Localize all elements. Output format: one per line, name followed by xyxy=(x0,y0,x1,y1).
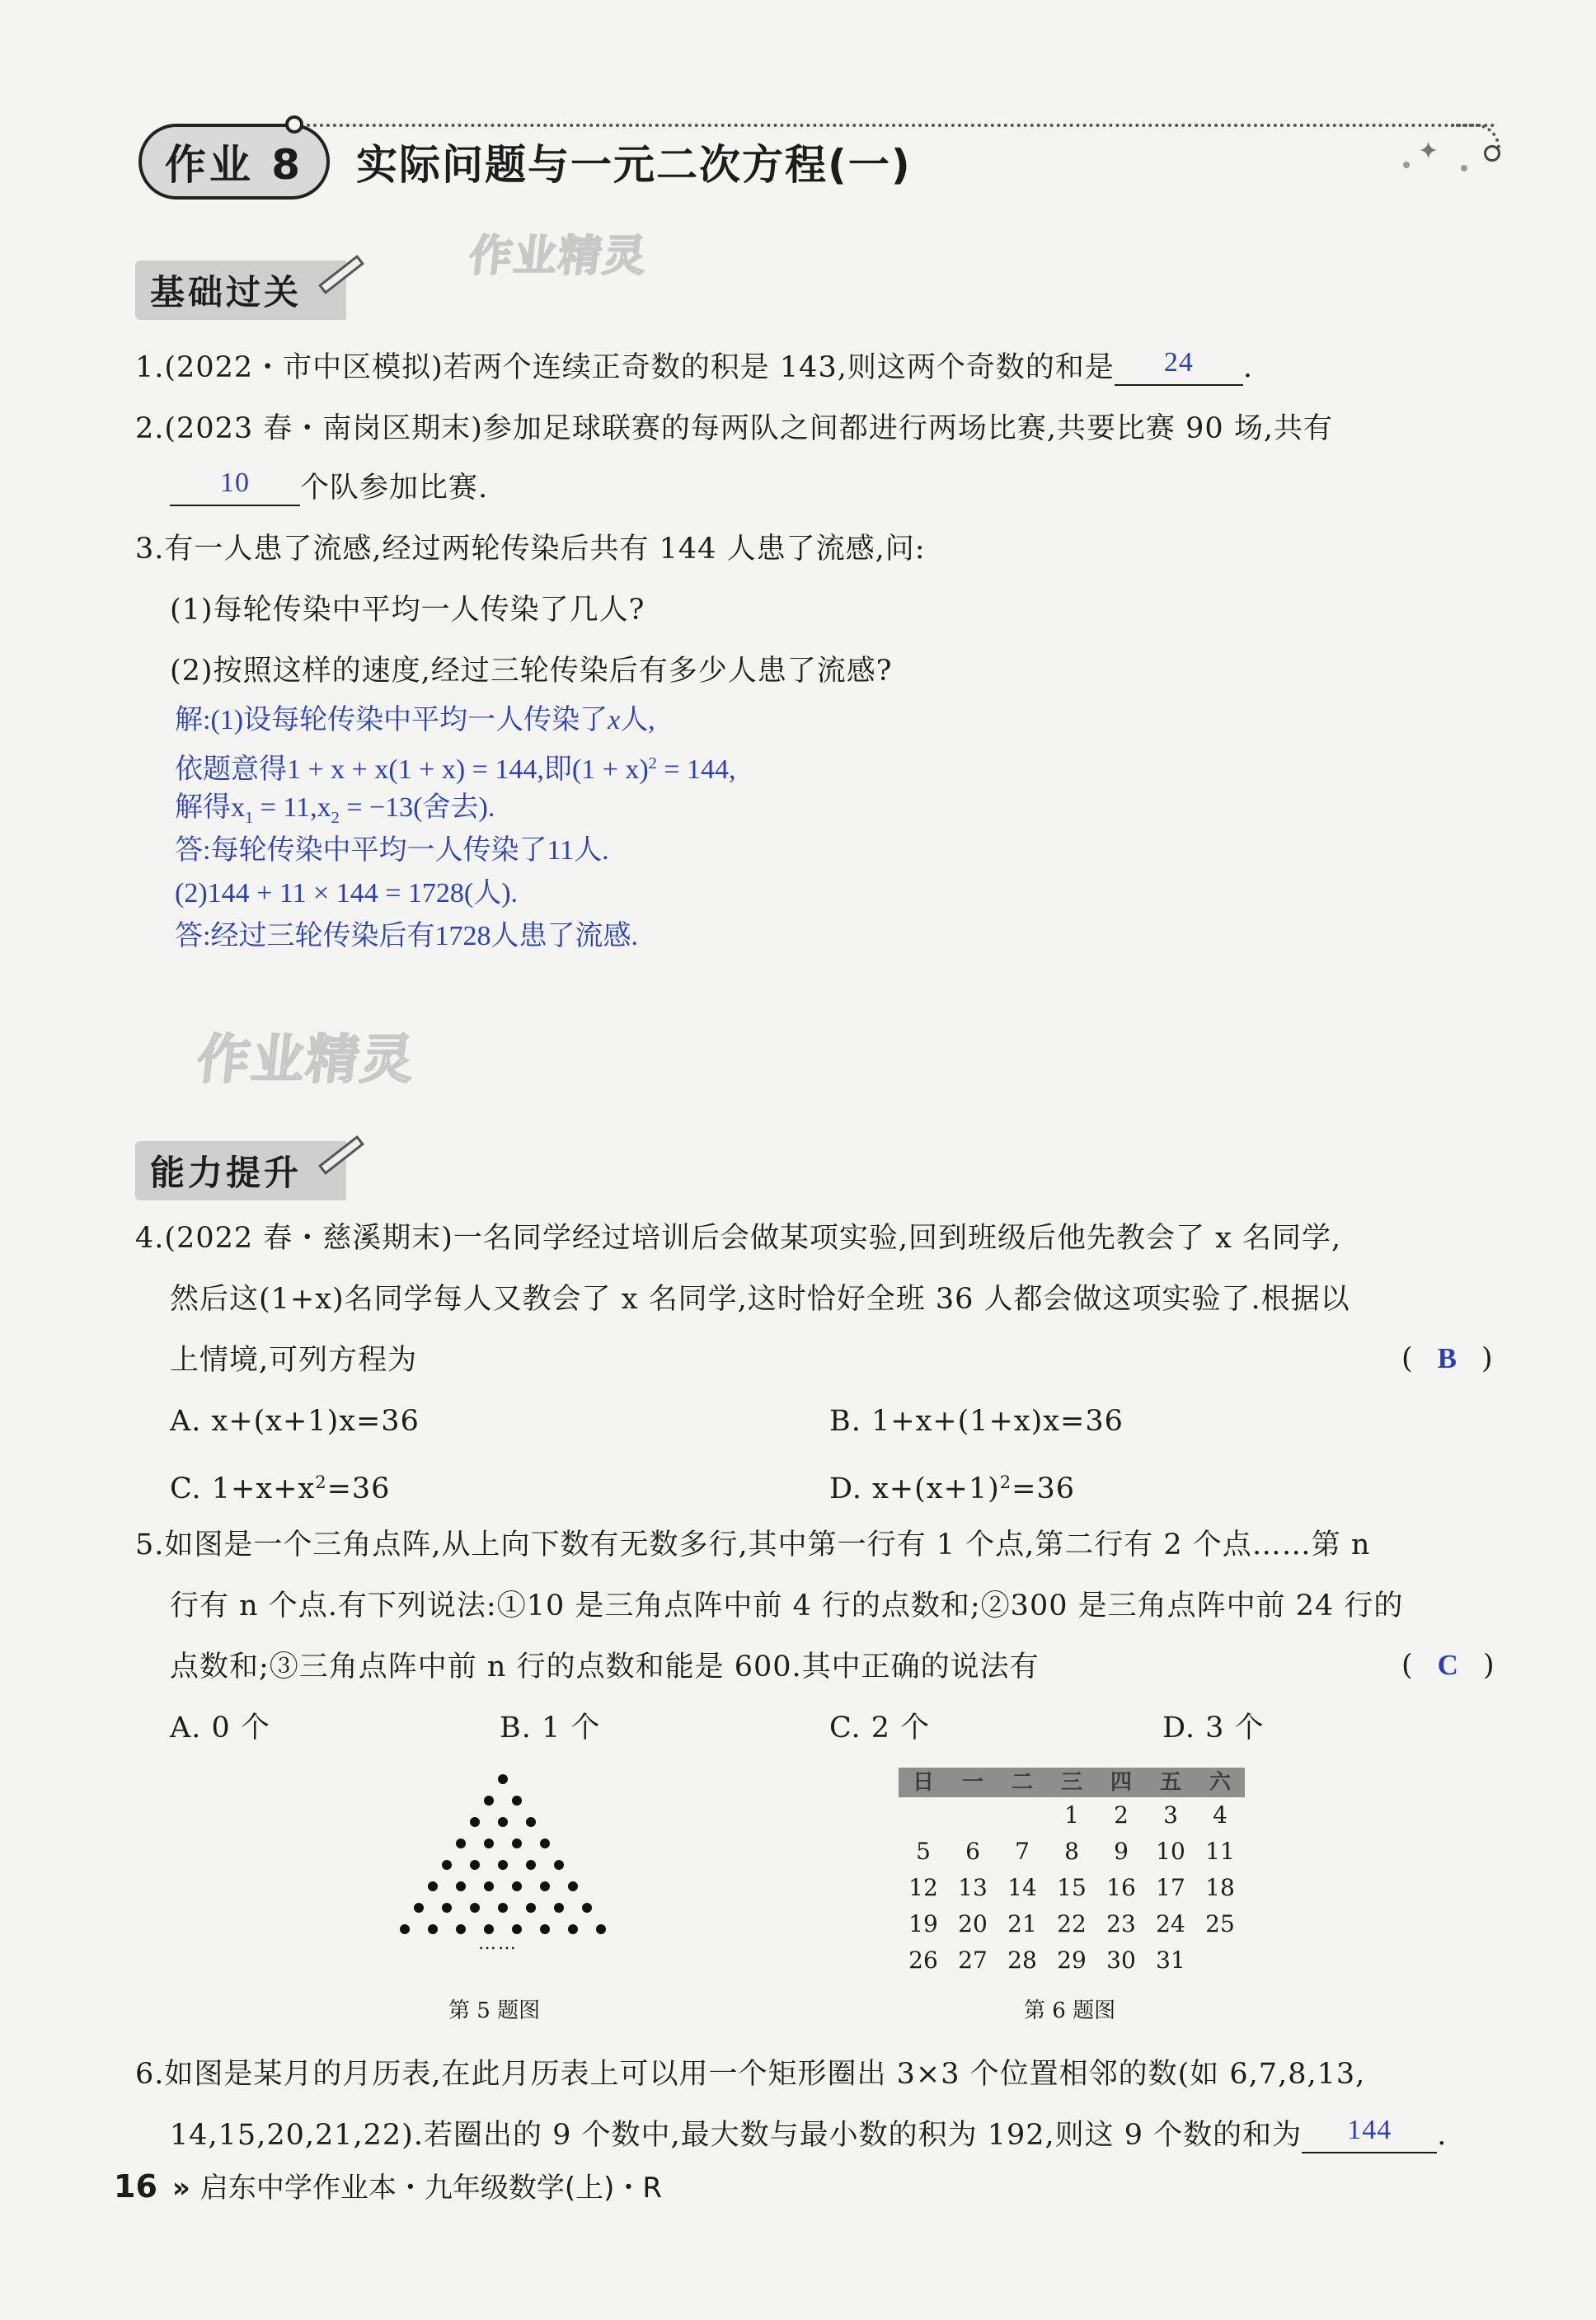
option-d: D. 3 个 xyxy=(1162,1712,1265,1745)
solution-text: 依题意得1 + x + x(1 + x) = 144,即(1 + x) xyxy=(175,754,649,785)
triangle-dot xyxy=(554,1860,564,1870)
triangle-dot xyxy=(456,1924,466,1934)
calendar-day: 24 xyxy=(1156,1910,1185,1937)
option-c: C. 2 个 xyxy=(829,1712,931,1745)
solution-line-3 xyxy=(175,790,495,836)
calendar-day xyxy=(998,1797,1047,1834)
calendar-day: 13 xyxy=(958,1874,988,1901)
option-text: D. x+(x+1) xyxy=(829,1472,1000,1505)
question-4-line-2: 然后这(1+x)名同学每人又教会了 x 名同学,这时恰好全班 36 人都会做这项实验了.根据以 xyxy=(170,1283,1350,1316)
calendar-day: 20 xyxy=(958,1910,988,1937)
calendar-day: 3 xyxy=(1163,1801,1178,1829)
page-number: 16 xyxy=(114,2168,157,2205)
section-tag-label: 基础过关 xyxy=(150,272,303,312)
exponent: 2 xyxy=(648,754,657,773)
solution-line-5: (2)144 + 11 × 144 = 1728(人). xyxy=(175,878,519,909)
triangle-dot xyxy=(484,1881,494,1891)
sparkle-dot xyxy=(1461,165,1467,171)
triangle-continuation: …… xyxy=(478,1933,518,1954)
solution-text: 解得x xyxy=(175,792,245,823)
page-title: 实际问题与一元二次方程(一) xyxy=(356,141,912,189)
triangle-dot xyxy=(470,1817,480,1827)
calendar-week-row xyxy=(899,1906,1245,1942)
calendar-weekday: 四 xyxy=(1110,1770,1132,1795)
calendar-day: 17 xyxy=(1156,1874,1185,1901)
calendar-weekday: 一 xyxy=(961,1770,983,1795)
answer-value: 144 xyxy=(1347,2115,1392,2145)
calendar-day: 30 xyxy=(1106,1947,1136,1974)
calendar-day: 5 xyxy=(916,1838,931,1865)
option-a: A. 0 个 xyxy=(170,1712,270,1745)
figure-5-caption: 第 5 题图 xyxy=(448,1998,541,2023)
option-d xyxy=(829,1464,1075,1507)
calendar-day: 25 xyxy=(1205,1910,1235,1937)
subscript: 1 xyxy=(245,809,254,827)
question-4-line-1: 4.(2022 春・慈溪期末)一名同学经过培训后会做某项实验,回到班级后他先教会了 x 名同学, xyxy=(135,1222,1342,1255)
triangle-dot xyxy=(568,1924,578,1934)
assignment-badge: 作业 8 xyxy=(138,124,330,200)
question-2-text: 个队参加比赛. xyxy=(300,472,489,505)
book-title: 启东中学作业本・九年级数学(上)・R xyxy=(200,2172,663,2205)
answer-value: C xyxy=(1437,1649,1458,1681)
watermark: 作业精灵 xyxy=(467,232,650,281)
calendar-day: 14 xyxy=(1007,1874,1037,1901)
punctuation: . xyxy=(1437,2119,1448,2152)
calendar-day: 16 xyxy=(1106,1874,1136,1901)
calendar-weekday: 日 xyxy=(912,1770,934,1795)
solution-text: = 11,x xyxy=(253,792,331,823)
triangle-dot xyxy=(498,1903,508,1913)
triangle-dot xyxy=(540,1924,550,1934)
calendar-week-row xyxy=(899,1870,1245,1906)
option-a: A. x+(x+1)x=36 xyxy=(170,1405,420,1438)
triangle-dot xyxy=(456,1839,466,1848)
triangle-dot xyxy=(484,1839,494,1848)
solution-line-4: 答:每轮传染中平均一人传染了11人. xyxy=(175,835,609,866)
calendar-day: 26 xyxy=(908,1947,938,1974)
calendar-day: 15 xyxy=(1057,1874,1087,1901)
triangle-dot xyxy=(526,1817,536,1827)
calendar-day: 23 xyxy=(1106,1910,1136,1937)
solution-text: = −13(舍去). xyxy=(339,792,495,823)
calendar-weekday: 六 xyxy=(1209,1770,1231,1795)
sparkle-icon: ✦ xyxy=(1418,137,1439,166)
triangle-dot-array xyxy=(387,1771,618,1936)
solution-text: = 144, xyxy=(656,754,736,785)
question-2-line-2 xyxy=(170,467,489,506)
calendar-weekday: 三 xyxy=(1060,1770,1082,1795)
triangle-dot xyxy=(470,1860,480,1870)
triangle-dot xyxy=(512,1839,522,1848)
calendar-day: 7 xyxy=(1015,1838,1030,1865)
calendar-day xyxy=(948,1797,998,1834)
header-dotted-line xyxy=(307,124,1495,127)
solution-text: 人, xyxy=(620,705,655,735)
option-text: =36 xyxy=(326,1472,391,1505)
badge-dot xyxy=(285,115,303,134)
calendar-day: 10 xyxy=(1156,1838,1185,1865)
question-3-line-1: 3.有一人患了流感,经过两轮传染后共有 144 人患了流感,问: xyxy=(135,533,926,566)
triangle-dot xyxy=(470,1903,480,1913)
question-5-line-3: 点数和;③三角点阵中前 n 行的点数和能是 600.其中正确的说法有 xyxy=(170,1651,1040,1684)
question-6-line-2 xyxy=(170,2117,1447,2153)
calendar-week-row xyxy=(899,1834,1245,1870)
triangle-dot xyxy=(400,1924,410,1934)
calendar-header xyxy=(899,1768,1245,1797)
calendar-week-row xyxy=(899,1942,1245,1979)
solution-line-6: 答:经过三轮传染后有1728人患了流感. xyxy=(175,921,638,951)
triangle-dot xyxy=(498,1774,508,1784)
section-tag-ability xyxy=(135,1141,346,1200)
header-end-circle xyxy=(1484,145,1500,162)
calendar-day: 11 xyxy=(1205,1838,1235,1865)
answer-blank xyxy=(1302,2115,1437,2153)
calendar-day xyxy=(1195,1942,1245,1979)
calendar-day: 22 xyxy=(1057,1910,1087,1937)
solution-text: 解:(1)设每轮传染中平均一人传染了 xyxy=(175,705,608,735)
chevron-icon: » xyxy=(171,2172,190,2205)
watermark: 作业精灵 xyxy=(194,1030,419,1091)
variable: x xyxy=(608,705,621,735)
triangle-dot xyxy=(498,1860,508,1870)
question-5-line-2: 行有 n 个点.有下列说法:①10 是三角点阵中前 4 行的点数和;②300 是三角点阵中前 24 行的 xyxy=(170,1590,1404,1623)
question-1 xyxy=(135,347,1253,386)
triangle-dot xyxy=(512,1881,522,1891)
calendar-day: 8 xyxy=(1064,1838,1079,1865)
question-4-line-3: 上情境,可列方程为 xyxy=(170,1344,418,1377)
triangle-dot xyxy=(428,1924,438,1934)
calendar-day: 1 xyxy=(1064,1801,1079,1829)
question-5-line-1: 5.如图是一个三角点阵,从上向下数有无数多行,其中第一行有 1 个点,第二行有 2 个点……第 n xyxy=(135,1529,1371,1562)
calendar-day: 19 xyxy=(908,1910,938,1937)
section-tag-label: 能力提升 xyxy=(150,1153,303,1193)
calendar-day: 21 xyxy=(1007,1910,1037,1937)
triangle-dot xyxy=(526,1903,536,1913)
answer-parentheses: ( B ) xyxy=(1401,1342,1493,1375)
triangle-dot xyxy=(442,1860,452,1870)
calendar-day: 2 xyxy=(1114,1801,1129,1829)
calendar-day xyxy=(899,1797,948,1834)
triangle-dot xyxy=(540,1839,550,1848)
calendar-body xyxy=(899,1797,1245,1979)
calendar-day: 31 xyxy=(1156,1947,1185,1974)
triangle-dot xyxy=(456,1881,466,1891)
triangle-dot xyxy=(568,1881,578,1891)
subscript: 2 xyxy=(331,809,340,827)
calendar-day: 28 xyxy=(1007,1947,1037,1974)
option-b: B. 1 个 xyxy=(500,1712,601,1745)
calendar-day: 27 xyxy=(958,1947,988,1974)
month-calendar xyxy=(899,1768,1245,1979)
section-tag-basic xyxy=(135,261,346,320)
pencil-icon xyxy=(318,1135,364,1175)
question-6-text: 14,15,20,21,22).若圈出的 9 个数中,最大数与最小数的积为 192,则这 9 个数的和为 xyxy=(170,2119,1303,2152)
option-c xyxy=(170,1464,390,1507)
question-3-sub-1: (1)每轮传染中平均一人传染了几人? xyxy=(170,594,645,627)
answer-value: 24 xyxy=(1163,347,1194,378)
exponent: 2 xyxy=(999,1472,1012,1492)
option-b: B. 1+x+(1+x)x=36 xyxy=(829,1405,1124,1438)
calendar-day: 9 xyxy=(1114,1838,1129,1865)
answer-blank xyxy=(1115,347,1243,386)
calendar-day: 29 xyxy=(1057,1947,1087,1974)
triangle-dot xyxy=(526,1860,536,1870)
question-1-text: 1.(2022・市中区模拟)若两个连续正奇数的积是 143,则这两个奇数的和是 xyxy=(135,351,1115,384)
question-6-line-1: 6.如图是某月的月历表,在此月历表上可以用一个矩形圈出 3×3 个位置相邻的数(如 6,7,8,13, xyxy=(135,2058,1366,2091)
calendar-weekday: 五 xyxy=(1159,1770,1181,1795)
answer-value: B xyxy=(1437,1342,1458,1374)
triangle-dot xyxy=(498,1817,508,1827)
triangle-dot xyxy=(484,1796,494,1806)
calendar-week-row xyxy=(899,1797,1245,1834)
solution-line-2 xyxy=(175,745,736,788)
option-text: =36 xyxy=(1012,1472,1076,1505)
triangle-dot xyxy=(428,1881,438,1891)
answer-value: 10 xyxy=(220,467,250,498)
triangle-dot xyxy=(596,1924,606,1934)
triangle-dot xyxy=(414,1903,424,1913)
question-3-sub-2: (2)按照这样的速度,经过三轮传染后有多少人患了流感? xyxy=(170,655,893,688)
pencil-icon xyxy=(318,255,364,294)
exponent: 2 xyxy=(315,1472,327,1492)
calendar-day: 4 xyxy=(1213,1801,1228,1829)
triangle-dot xyxy=(512,1796,522,1806)
calendar-day: 12 xyxy=(908,1874,938,1901)
option-text: C. 1+x+x xyxy=(170,1472,316,1505)
calendar-weekday: 二 xyxy=(1011,1770,1033,1795)
figure-6-caption: 第 6 题图 xyxy=(1024,1998,1116,2023)
calendar-day: 6 xyxy=(965,1838,980,1865)
sparkle-dot xyxy=(1403,162,1410,168)
triangle-dot xyxy=(540,1881,550,1891)
solution-line-1 xyxy=(175,702,655,739)
triangle-dot xyxy=(582,1903,592,1913)
page-footer xyxy=(114,2165,662,2205)
calendar-day: 18 xyxy=(1205,1874,1235,1901)
triangle-dot xyxy=(554,1903,564,1913)
question-2-line-1: 2.(2023 春・南岗区期末)参加足球联赛的每两队之间都进行两场比赛,共要比赛 90 场,共有 xyxy=(135,412,1333,445)
triangle-dot xyxy=(442,1903,452,1913)
punctuation: . xyxy=(1242,351,1253,384)
answer-parentheses: ( C ) xyxy=(1401,1649,1495,1682)
answer-blank xyxy=(170,467,300,506)
